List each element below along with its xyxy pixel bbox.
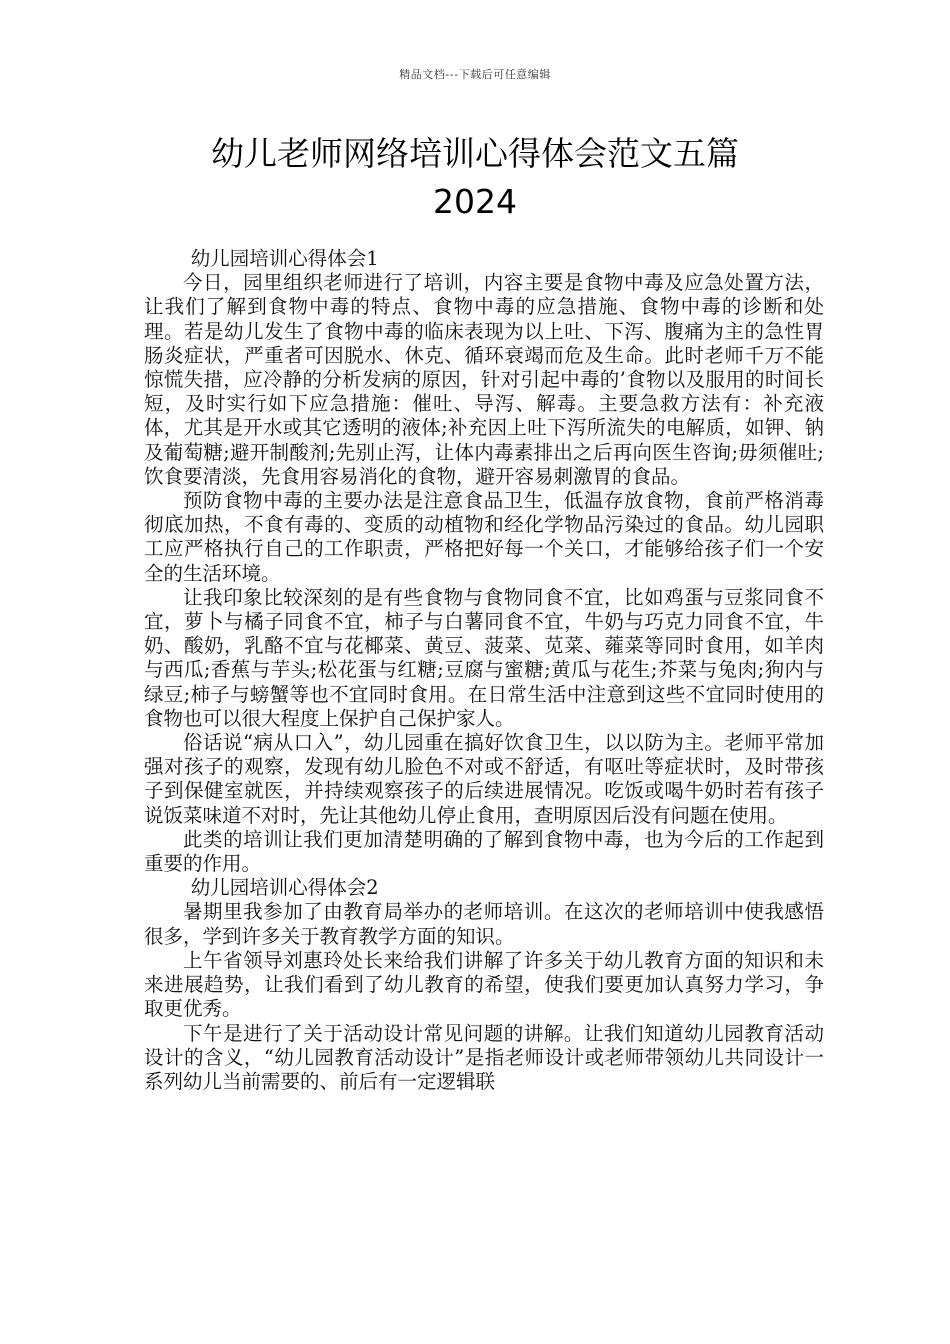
paragraph: 让我印象比较深刻的是有些食物与食物同食不宜，比如鸡蛋与豆浆同食不宜，萝卜与橘子同食不宜，柿子与白薯同食不宜，牛奶与巧克力同食不宜，牛奶、酸奶，乳酪不宜与花椰菜、黄豆、菠菜、苋菜、蕹菜等同时食用，如羊肉与西瓜;香蕉与芋头;松花蛋与红糖;豆腐与蜜糖;黄瓜与花生;芥菜与兔肉;狗内与绿豆;柿子与螃蟹等也不宜同时食用。在日常生活中注意到这些不宜同时使用的食物也可以很大程度上保护自己保护家人。 (144, 585, 824, 730)
paragraph: 预防食物中毒的主要办法是注意食品卫生，低温存放食物，食前严格消毒彻底加热，不食有毒的、变质的动植物和经化学物品污染过的食品。幼儿园职工应严格执行自己的工作职责，严格把好每一个关口，才能够给孩子们一个安全的生活环境。 (144, 489, 824, 585)
title-line-2: 2024 (433, 182, 517, 221)
paragraph: 今日，园里组织老师进行了培训，内容主要是食物中毒及应急处置方法，让我们了解到食物中毒的特点、食物中毒的应急措施、食物中毒的诊断和处理。若是幼儿发生了食物中毒的临床表现为以上吐、下泻、腹痛为主的急性胃肠炎症状，严重者可因脱水、休克、循环衰竭而危及生命。此时老师千万不能惊慌失措，应冷静的分析发病的原因，针对引起中毒的’食物以及服用的时间长短，及时实行如下应急措施：催吐、导泻、解毒。主要急救方法有：补充液体，尤其是开水或其它透明的液体;补充因上吐下泻所流失的电解质，如钾、钠及葡萄糖;避开制酸剂;先别止泻，让体内毒素排出之后再向医生咨询;毋须催吐;饮食要清淡，先食用容易消化的食物，避开容易刺激胃的食品。 (144, 271, 824, 488)
paragraph: 俗话说“病从口入”，幼儿园重在搞好饮食卫生，以以防为主。老师平常加强对孩子的观察，发现有幼儿脸色不对或不舒适，有呕吐等症状时，及时带孩子到保健室就医，并持续观察孩子的后续进展情况。吃饭或喝牛奶时若有孩子说饭菜味道不对时，先让其他幼儿停止食用，查明原因后没有问题在使用。 (144, 731, 824, 827)
document-body (144, 247, 824, 1094)
paragraph: 上午省领导刘惠玲处长来给我们讲解了许多关于幼儿教育方面的知识和未来进展趋势，让我们看到了幼儿教育的希望，使我们要更加认真努力学习，争取更优秀。 (144, 948, 824, 1021)
title-line-1: 幼儿老师网络培训心得体会范文五篇 (211, 134, 739, 173)
section-heading: 幼儿园培训心得体会1 (190, 247, 379, 270)
paragraph: 暑期里我参加了由教育局举办的老师培训。在这次的老师培训中使我感悟很多，学到许多关于教育教学方面的知识。 (144, 900, 824, 948)
section-heading: 幼儿园培训心得体会2 (190, 876, 379, 900)
page-title (100, 130, 850, 226)
header-note: 精品文档---下载后可任意编辑 (399, 68, 551, 81)
paragraph: 下午是进行了关于活动设计常见问题的讲解。让我们知道幼儿园教育活动设计的含义，“幼儿园教育活动设计”是指老师设计或老师带领幼儿共同设计一系列幼儿当前需要的、前后有一定逻辑联 (144, 1021, 824, 1093)
paragraph: 此类的培训让我们更加清楚明确的了解到食物中毒，也为今后的工作起到重要的作用。 (144, 827, 824, 876)
